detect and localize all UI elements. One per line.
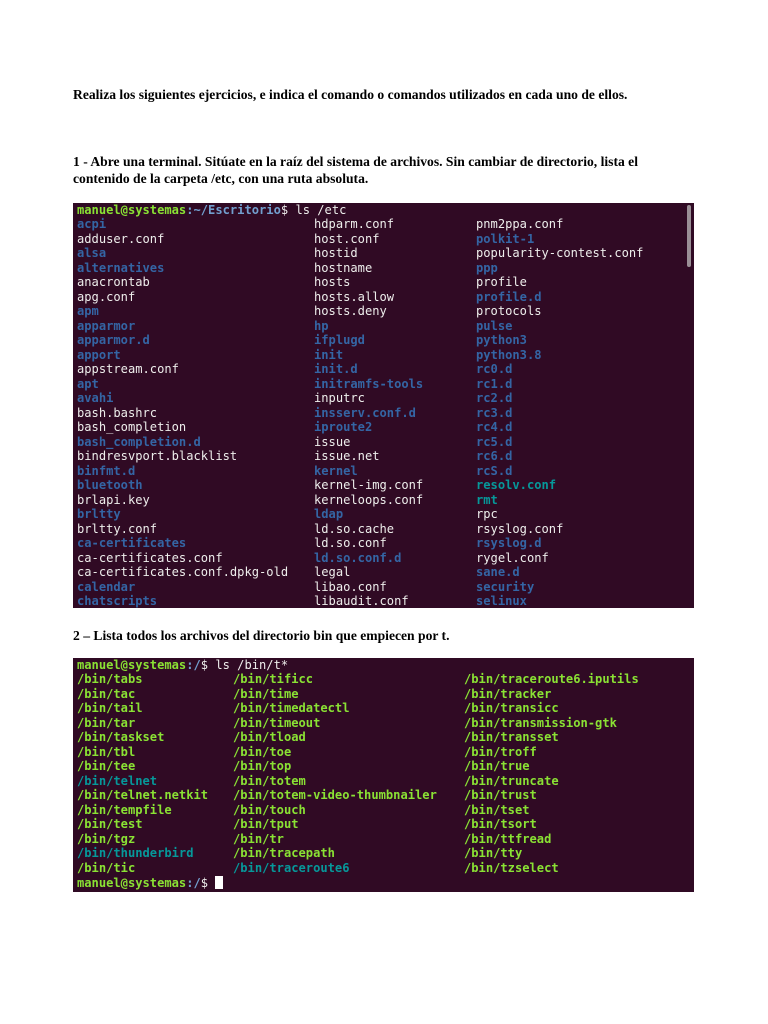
listing-entry: rmt bbox=[476, 492, 498, 507]
listing-column-3 bbox=[476, 217, 643, 608]
listing-entry: /bin/traceroute6 bbox=[233, 860, 350, 875]
listing-entry: avahi bbox=[77, 391, 114, 405]
listing-entry: /bin/transicc bbox=[464, 701, 559, 715]
listing-entry: /bin/tificc bbox=[233, 672, 314, 686]
listing-entry: ca-certificates bbox=[77, 536, 187, 550]
listing-entry: appstream.conf bbox=[77, 362, 179, 376]
listing-entry: host.conf bbox=[314, 231, 380, 246]
listing-entry: /bin/touch bbox=[233, 802, 306, 817]
listing-entry: hosts.allow bbox=[314, 289, 395, 304]
listing-entry: ld.so.conf bbox=[314, 536, 387, 550]
listing-entry: rc2.d bbox=[476, 391, 513, 405]
prompt-user: manuel@systemas bbox=[77, 203, 187, 217]
terminal-screenshot-bin bbox=[73, 658, 694, 892]
listing-entry: /bin/toe bbox=[233, 744, 292, 759]
listing-entry: /bin/tbl bbox=[77, 744, 136, 759]
listing-entry: bindresvport.blacklist bbox=[77, 449, 238, 463]
listing-entry: /bin/tgz bbox=[77, 831, 136, 846]
listing-entry: rc1.d bbox=[476, 376, 513, 391]
listing-column-2 bbox=[233, 672, 437, 875]
listing-entry: popularity-contest.conf bbox=[476, 246, 644, 260]
listing-entry: rc0.d bbox=[476, 362, 513, 376]
listing-entry: /bin/taskset bbox=[77, 730, 165, 744]
intro-paragraph: Realiza los siguientes ejercicios, e indica el comando o comandos utilizados en cada uno de ellos. bbox=[73, 87, 628, 102]
listing-entry: /bin/telnet bbox=[77, 773, 158, 788]
exercise-2-text: 2 – Lista todos los archivos del directorio bin que empiecen por t. bbox=[73, 628, 450, 643]
listing-entry: acpi bbox=[77, 217, 107, 231]
command-text: ls /etc bbox=[295, 203, 347, 217]
listing-entry: /bin/tracker bbox=[464, 686, 552, 701]
listing-entry: hostname bbox=[314, 260, 373, 275]
listing-entry: bash_completion bbox=[77, 420, 187, 434]
listing-entry: /bin/ttfread bbox=[464, 831, 552, 846]
listing-entry: rc5.d bbox=[476, 434, 513, 449]
listing-entry: bash.bashrc bbox=[77, 405, 158, 420]
listing-entry: protocols bbox=[476, 304, 542, 318]
listing-entry: rygel.conf bbox=[476, 550, 549, 565]
prompt-path: :~/Escritorio bbox=[186, 203, 281, 217]
listing-entry: /bin/transset bbox=[464, 730, 559, 744]
prompt-symbol: $ bbox=[280, 203, 296, 217]
listing-entry: brlapi.key bbox=[77, 492, 150, 507]
prompt-user: manuel@systemas bbox=[77, 658, 187, 672]
listing-entry: profile bbox=[476, 275, 527, 289]
listing-entry: /bin/totem-video-thumbnailer bbox=[233, 788, 437, 802]
listing-entry: /bin/timedatectl bbox=[233, 701, 350, 715]
listing-entry: /bin/tr bbox=[233, 831, 284, 846]
listing-entry: hostid bbox=[314, 246, 358, 260]
listing-entry: /bin/traceroute6.iputils bbox=[464, 672, 639, 686]
listing-entry: alternatives bbox=[77, 260, 165, 275]
listing-entry: insserv.conf.d bbox=[314, 405, 416, 420]
listing-entry: /bin/tabs bbox=[77, 672, 143, 686]
listing-entry: legal bbox=[314, 565, 351, 579]
listing-entry: adduser.conf bbox=[77, 231, 165, 246]
listing-entry: binfmt.d bbox=[77, 463, 136, 478]
listing-entry: /bin/thunderbird bbox=[77, 846, 194, 860]
listing-entry: iproute2 bbox=[314, 420, 373, 434]
listing-entry: pnm2ppa.conf bbox=[476, 217, 564, 231]
listing-entry: ifplugd bbox=[314, 333, 365, 347]
listing-entry: kernel-img.conf bbox=[314, 478, 424, 492]
listing-entry: rc6.d bbox=[476, 449, 513, 463]
listing-entry: hosts.deny bbox=[314, 304, 387, 318]
final-prompt-line bbox=[77, 876, 223, 891]
listing-entry: chatscripts bbox=[77, 594, 158, 608]
listing-entry: /bin/transmission-gtk bbox=[464, 715, 617, 730]
listing-entry: /bin/tsort bbox=[464, 817, 537, 831]
listing-entry: /bin/tar bbox=[77, 715, 136, 730]
listing-entry: /bin/troff bbox=[464, 744, 537, 759]
listing-entry: rcS.d bbox=[476, 463, 513, 478]
listing-entry: python3.8 bbox=[476, 347, 542, 362]
listing-entry: ppp bbox=[476, 260, 498, 275]
listing-entry: /bin/tset bbox=[464, 802, 530, 817]
listing-entry: apparmor bbox=[77, 318, 136, 333]
listing-entry: rsyslog.conf bbox=[476, 521, 564, 536]
listing-entry: /bin/timeout bbox=[233, 715, 321, 730]
listing-entry: issue.net bbox=[314, 449, 380, 463]
listing-entry: /bin/tic bbox=[77, 860, 136, 875]
prompt-path: :/ bbox=[186, 658, 201, 672]
listing-entry: rc3.d bbox=[476, 405, 513, 420]
listing-entry: /bin/truncate bbox=[464, 773, 559, 788]
listing-entry: libao.conf bbox=[314, 579, 387, 594]
listing-entry: python3 bbox=[476, 333, 527, 347]
listing-entry: ca-certificates.conf.dpkg-old bbox=[77, 565, 289, 579]
listing-entry: bluetooth bbox=[77, 478, 143, 492]
listing-entry: /bin/test bbox=[77, 817, 143, 831]
listing-entry: rc4.d bbox=[476, 420, 513, 434]
prompt-line bbox=[77, 203, 346, 218]
listing-entry: /bin/tail bbox=[77, 701, 143, 715]
listing-entry: /bin/tac bbox=[77, 686, 136, 701]
prompt-path: :/ bbox=[186, 876, 201, 890]
listing-entry: init.d bbox=[314, 362, 358, 376]
terminal-scrollbar[interactable] bbox=[687, 205, 691, 267]
listing-entry: apparmor.d bbox=[77, 333, 150, 347]
listing-entry: calendar bbox=[77, 579, 136, 594]
listing-entry: apport bbox=[77, 347, 121, 362]
prompt-user: manuel@systemas bbox=[77, 876, 187, 890]
listing-entry: hdparm.conf bbox=[314, 217, 395, 231]
listing-entry: /bin/telnet.netkit bbox=[77, 788, 209, 802]
listing-entry: /bin/tzselect bbox=[464, 860, 559, 875]
listing-entry: kerneloops.conf bbox=[314, 492, 424, 507]
listing-entry: ca-certificates.conf bbox=[77, 550, 223, 565]
listing-entry: /bin/tput bbox=[233, 817, 299, 831]
listing-entry: brltty bbox=[77, 507, 121, 521]
listing-entry: /bin/totem bbox=[233, 773, 306, 788]
listing-entry: libaudit.conf bbox=[314, 594, 409, 608]
listing-entry: ldap bbox=[314, 507, 344, 521]
listing-column-3 bbox=[464, 672, 639, 875]
listing-entry: apm bbox=[77, 304, 99, 318]
listing-entry: security bbox=[476, 579, 535, 594]
listing-entry: rpc bbox=[476, 507, 498, 521]
listing-entry: /bin/true bbox=[464, 759, 530, 773]
listing-entry: profile.d bbox=[476, 289, 542, 304]
listing-entry: hosts bbox=[314, 275, 351, 289]
listing-entry: brltty.conf bbox=[77, 521, 158, 536]
listing-entry: /bin/tload bbox=[233, 730, 306, 744]
listing-entry: apg.conf bbox=[77, 289, 136, 304]
listing-entry: /bin/time bbox=[233, 686, 299, 701]
listing-entry: ld.so.cache bbox=[314, 521, 395, 536]
listing-entry: anacrontab bbox=[77, 275, 150, 289]
listing-column-2 bbox=[314, 217, 423, 608]
prompt-line bbox=[77, 658, 288, 673]
listing-entry: pulse bbox=[476, 318, 513, 333]
listing-entry: rsyslog.d bbox=[476, 536, 542, 550]
command-text: ls /bin/t* bbox=[215, 658, 289, 672]
prompt-symbol: $ bbox=[200, 658, 216, 672]
listing-entry: bash_completion.d bbox=[77, 434, 201, 449]
terminal-cursor bbox=[215, 876, 223, 889]
listing-entry: /bin/trust bbox=[464, 788, 537, 802]
terminal-screenshot-etc bbox=[73, 203, 694, 608]
listing-entry: initramfs-tools bbox=[314, 376, 424, 391]
listing-column-1 bbox=[77, 217, 288, 608]
listing-entry: alsa bbox=[77, 246, 107, 260]
listing-entry: /bin/tee bbox=[77, 759, 136, 773]
listing-entry: /bin/tracepath bbox=[233, 846, 335, 860]
listing-entry: /bin/tempfile bbox=[77, 802, 172, 817]
listing-entry: ld.so.conf.d bbox=[314, 550, 402, 565]
listing-entry: resolv.conf bbox=[476, 478, 557, 492]
exercise-1-text: 1 - Abre una terminal. Sitúate en la raíz del sistema de archivos. Sin cambiar de directorio, lista el contenido de la carpeta /etc, con una ruta absoluta. bbox=[73, 154, 638, 186]
listing-entry: /bin/top bbox=[233, 759, 292, 773]
listing-entry: kernel bbox=[314, 463, 358, 478]
listing-entry: apt bbox=[77, 376, 99, 391]
listing-column-1 bbox=[77, 672, 208, 875]
listing-entry: init bbox=[314, 347, 344, 362]
listing-entry: issue bbox=[314, 434, 351, 449]
listing-entry: /bin/tty bbox=[464, 846, 523, 860]
listing-entry: hp bbox=[314, 318, 329, 333]
listing-entry: polkit-1 bbox=[476, 231, 535, 246]
listing-entry: inputrc bbox=[314, 391, 365, 405]
listing-entry: selinux bbox=[476, 594, 527, 608]
listing-entry: sane.d bbox=[476, 565, 520, 579]
prompt-symbol: $ bbox=[200, 876, 216, 890]
